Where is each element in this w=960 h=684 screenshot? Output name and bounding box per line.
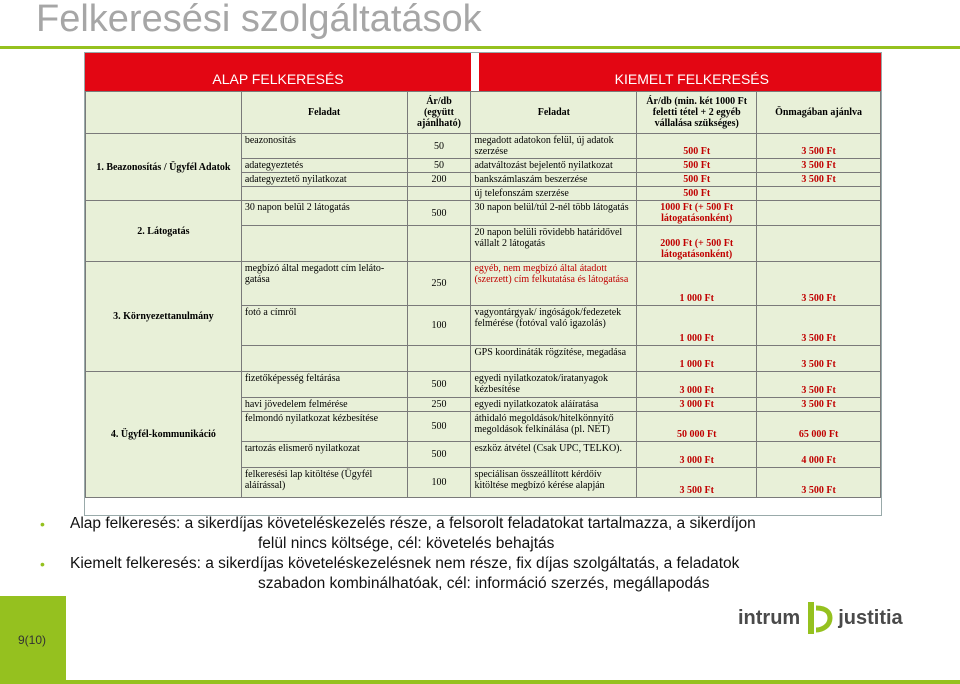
basic-price: 250 bbox=[407, 262, 471, 306]
bullet-item bbox=[40, 514, 940, 554]
premium-task: eszköz átvétel (Csak UPC, TELKO). bbox=[471, 442, 637, 468]
alone-price: 3 500 Ft bbox=[757, 346, 881, 372]
premium-price: 50 000 Ft bbox=[637, 412, 757, 442]
col-price-premium: Ár/db (min. két 1000 Ft feletti tétel + 2 egyéb vállalása szükséges) bbox=[637, 92, 757, 134]
alone-price: 65 000 Ft bbox=[757, 412, 881, 442]
bullet-line: felül nincs költsége, cél: követelés behajtás bbox=[258, 535, 555, 552]
category-cell: 2. Látogatás bbox=[86, 201, 242, 262]
col-task-premium: Feladat bbox=[471, 92, 637, 134]
premium-task: bankszámlaszám beszerzése bbox=[471, 173, 637, 187]
premium-price: 500 Ft bbox=[637, 173, 757, 187]
alone-price: 3 500 Ft bbox=[757, 468, 881, 498]
basic-task bbox=[241, 226, 407, 262]
basic-task bbox=[241, 187, 407, 201]
page-number: 9(10) bbox=[18, 633, 47, 647]
premium-task: egyedi nyilatkozatok aláíratása bbox=[471, 398, 637, 412]
logo-text-right: justitia bbox=[838, 606, 903, 629]
basic-task: fizetőképesség feltárása bbox=[241, 372, 407, 398]
bullet-icon: • bbox=[40, 556, 45, 572]
basic-price: 500 bbox=[407, 372, 471, 398]
premium-task: vagyontárgyak/ ingóságok/fedezetek felmérése (fotóval való igazolás) bbox=[471, 306, 637, 346]
title-underline bbox=[0, 46, 960, 49]
alone-price: 3 500 Ft bbox=[757, 372, 881, 398]
premium-task: adatváltozást bejelentő nyilatkozat bbox=[471, 159, 637, 173]
basic-task: felkeresési lap kitöltése (Ügyfél aláírással) bbox=[241, 468, 407, 498]
premium-price: 1000 Ft (+ 500 Ft látogatásonként) bbox=[637, 201, 757, 226]
basic-task bbox=[241, 346, 407, 372]
alone-price bbox=[757, 187, 881, 201]
category-cell: 1. Beazonosítás / Ügyfél Adatok bbox=[86, 134, 242, 201]
basic-task: havi jövedelem felmérése bbox=[241, 398, 407, 412]
alone-price: 4 000 Ft bbox=[757, 442, 881, 468]
alone-price bbox=[757, 226, 881, 262]
price-grid bbox=[85, 91, 881, 498]
basic-price: 50 bbox=[407, 134, 471, 159]
category-cell: 3. Környezettanulmány bbox=[86, 262, 242, 372]
premium-price: 500 Ft bbox=[637, 159, 757, 173]
premium-price: 500 Ft bbox=[637, 134, 757, 159]
premium-price: 2000 Ft (+ 500 Ft látogatásonként) bbox=[637, 226, 757, 262]
premium-price: 3 500 Ft bbox=[637, 468, 757, 498]
col-alone: Önmagában ajánlva bbox=[757, 92, 881, 134]
premium-task: egyéb, nem megbízó által átadott (szerzett) cím felkutatása és látogatása bbox=[471, 262, 637, 306]
bullet-list bbox=[40, 514, 940, 594]
logo-mark-icon bbox=[804, 600, 834, 636]
premium-price: 3 000 Ft bbox=[637, 372, 757, 398]
bullet-line: Kiemelt felkeresés: a sikerdíjas követeléskezelésnek nem része, fix díjas szolgáltatás, a feladatok bbox=[70, 555, 740, 572]
premium-price: 3 000 Ft bbox=[637, 398, 757, 412]
header-premium: KIEMELT FELKERESÉS bbox=[479, 53, 881, 91]
premium-task: 20 napon belüli rövidebb határidővel vállalt 2 látogatás bbox=[471, 226, 637, 262]
premium-price: 1 000 Ft bbox=[637, 262, 757, 306]
basic-task: felmondó nyilatkozat kézbesítése bbox=[241, 412, 407, 442]
basic-task: beazonosítás bbox=[241, 134, 407, 159]
premium-task: áthidaló megoldások/hitelkönnyítő megoldások felkínálása (pl. NET) bbox=[471, 412, 637, 442]
basic-price bbox=[407, 187, 471, 201]
basic-price: 500 bbox=[407, 412, 471, 442]
premium-task: megadott adatokon felül, új adatok szerzése bbox=[471, 134, 637, 159]
premium-task: új telefonszám szerzése bbox=[471, 187, 637, 201]
basic-price: 100 bbox=[407, 468, 471, 498]
basic-price: 250 bbox=[407, 398, 471, 412]
basic-task: adategyeztetés bbox=[241, 159, 407, 173]
premium-price: 1 000 Ft bbox=[637, 306, 757, 346]
basic-price: 200 bbox=[407, 173, 471, 187]
company-logo bbox=[738, 598, 903, 638]
alone-price: 3 500 Ft bbox=[757, 262, 881, 306]
alone-price: 3 500 Ft bbox=[757, 173, 881, 187]
premium-task: egyedi nyilatkozatok/iratanyagok kézbesítése bbox=[471, 372, 637, 398]
premium-price: 3 000 Ft bbox=[637, 442, 757, 468]
basic-task: fotó a címről bbox=[241, 306, 407, 346]
slide-title: Felkeresési szolgáltatások bbox=[36, 0, 482, 40]
bullet-item bbox=[40, 554, 940, 594]
basic-task: adategyeztető nyilatkozat bbox=[241, 173, 407, 187]
basic-task: 30 napon belül 2 látogatás bbox=[241, 201, 407, 226]
premium-task: speciálisan összeállított kérdőív kitöltése megbízó kérése alapján bbox=[471, 468, 637, 498]
bullet-line: szabadon kombinálhatóak, cél: információ szerzés, megállapodás bbox=[258, 575, 710, 592]
alone-price bbox=[757, 201, 881, 226]
basic-price: 50 bbox=[407, 159, 471, 173]
col-task: Feladat bbox=[241, 92, 407, 134]
col-price-basic: Ár/db (együtt ajánlható) bbox=[407, 92, 471, 134]
basic-price: 500 bbox=[407, 442, 471, 468]
basic-price bbox=[407, 226, 471, 262]
category-cell: 4. Ügyfél-kommunikáció bbox=[86, 372, 242, 498]
basic-price: 100 bbox=[407, 306, 471, 346]
alone-price: 3 500 Ft bbox=[757, 159, 881, 173]
premium-price: 1 000 Ft bbox=[637, 346, 757, 372]
basic-task: megbízó által megadott cím lelátogatása bbox=[241, 262, 407, 306]
basic-task: tartozás elismerő nyilatkozat bbox=[241, 442, 407, 468]
alone-price: 3 500 Ft bbox=[757, 306, 881, 346]
services-table bbox=[84, 52, 882, 516]
footer-line bbox=[66, 680, 960, 684]
col-category-empty bbox=[86, 92, 242, 134]
bullet-line: Alap felkeresés: a sikerdíjas követeléskezelés része, a felsorolt feladatokat tartalmazza, a sikerdíjon bbox=[70, 515, 756, 532]
alone-price: 3 500 Ft bbox=[757, 398, 881, 412]
alone-price: 3 500 Ft bbox=[757, 134, 881, 159]
bullet-icon: • bbox=[40, 516, 45, 532]
header-basic: ALAP FELKERESÉS bbox=[85, 53, 471, 91]
logo-text-left: intrum bbox=[738, 606, 801, 629]
premium-task: 30 napon belül/túl 2-nél több látogatás bbox=[471, 201, 637, 226]
basic-price bbox=[407, 346, 471, 372]
basic-price: 500 bbox=[407, 201, 471, 226]
premium-task: GPS koordináták rögzítése, megadása bbox=[471, 346, 637, 372]
premium-price: 500 Ft bbox=[637, 187, 757, 201]
